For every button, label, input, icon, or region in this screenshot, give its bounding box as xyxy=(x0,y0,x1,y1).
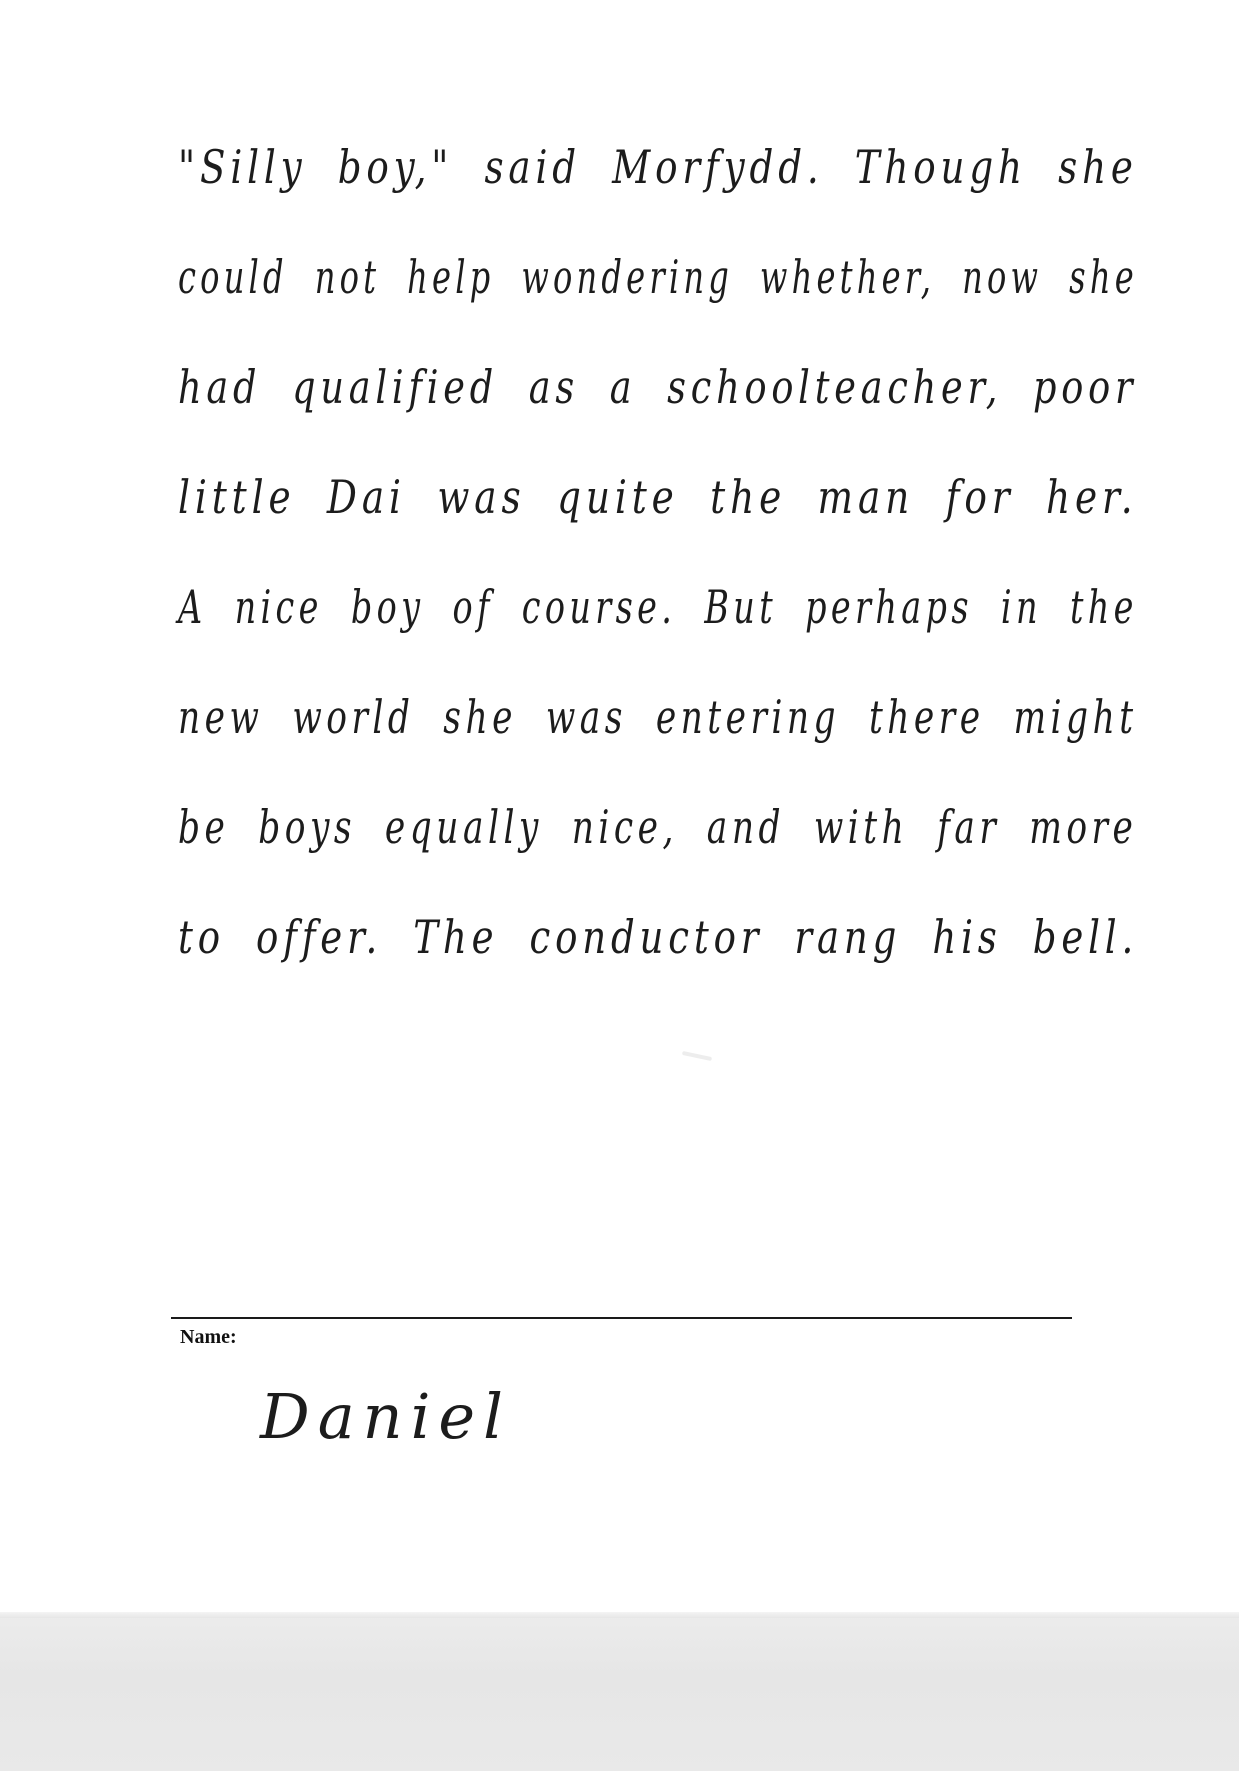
name-underline-rule xyxy=(171,1317,1072,1319)
handwritten-name: Daniel xyxy=(260,1380,511,1453)
paper-smudge xyxy=(682,1051,712,1061)
handwritten-line: to offer. The conductor rang his bell. xyxy=(178,910,1139,964)
handwritten-line: new world she was entering there might xyxy=(178,690,1138,744)
handwritten-line: could not help wondering whether, now she xyxy=(178,250,1138,304)
handwritten-line: A nice boy of course. But perhaps in the xyxy=(178,580,1138,634)
handwritten-line: little Dai was quite the man for her. xyxy=(178,470,1138,524)
handwritten-line: had qualified as a schoolteacher, poor xyxy=(178,360,1138,414)
handwritten-line: be boys equally nice, and with far more xyxy=(178,800,1138,854)
name-label: Name: xyxy=(180,1326,237,1348)
scanner-edge-strip xyxy=(0,1612,1239,1771)
handwritten-line: "Silly boy," said Morfydd. Though she xyxy=(178,140,1138,194)
